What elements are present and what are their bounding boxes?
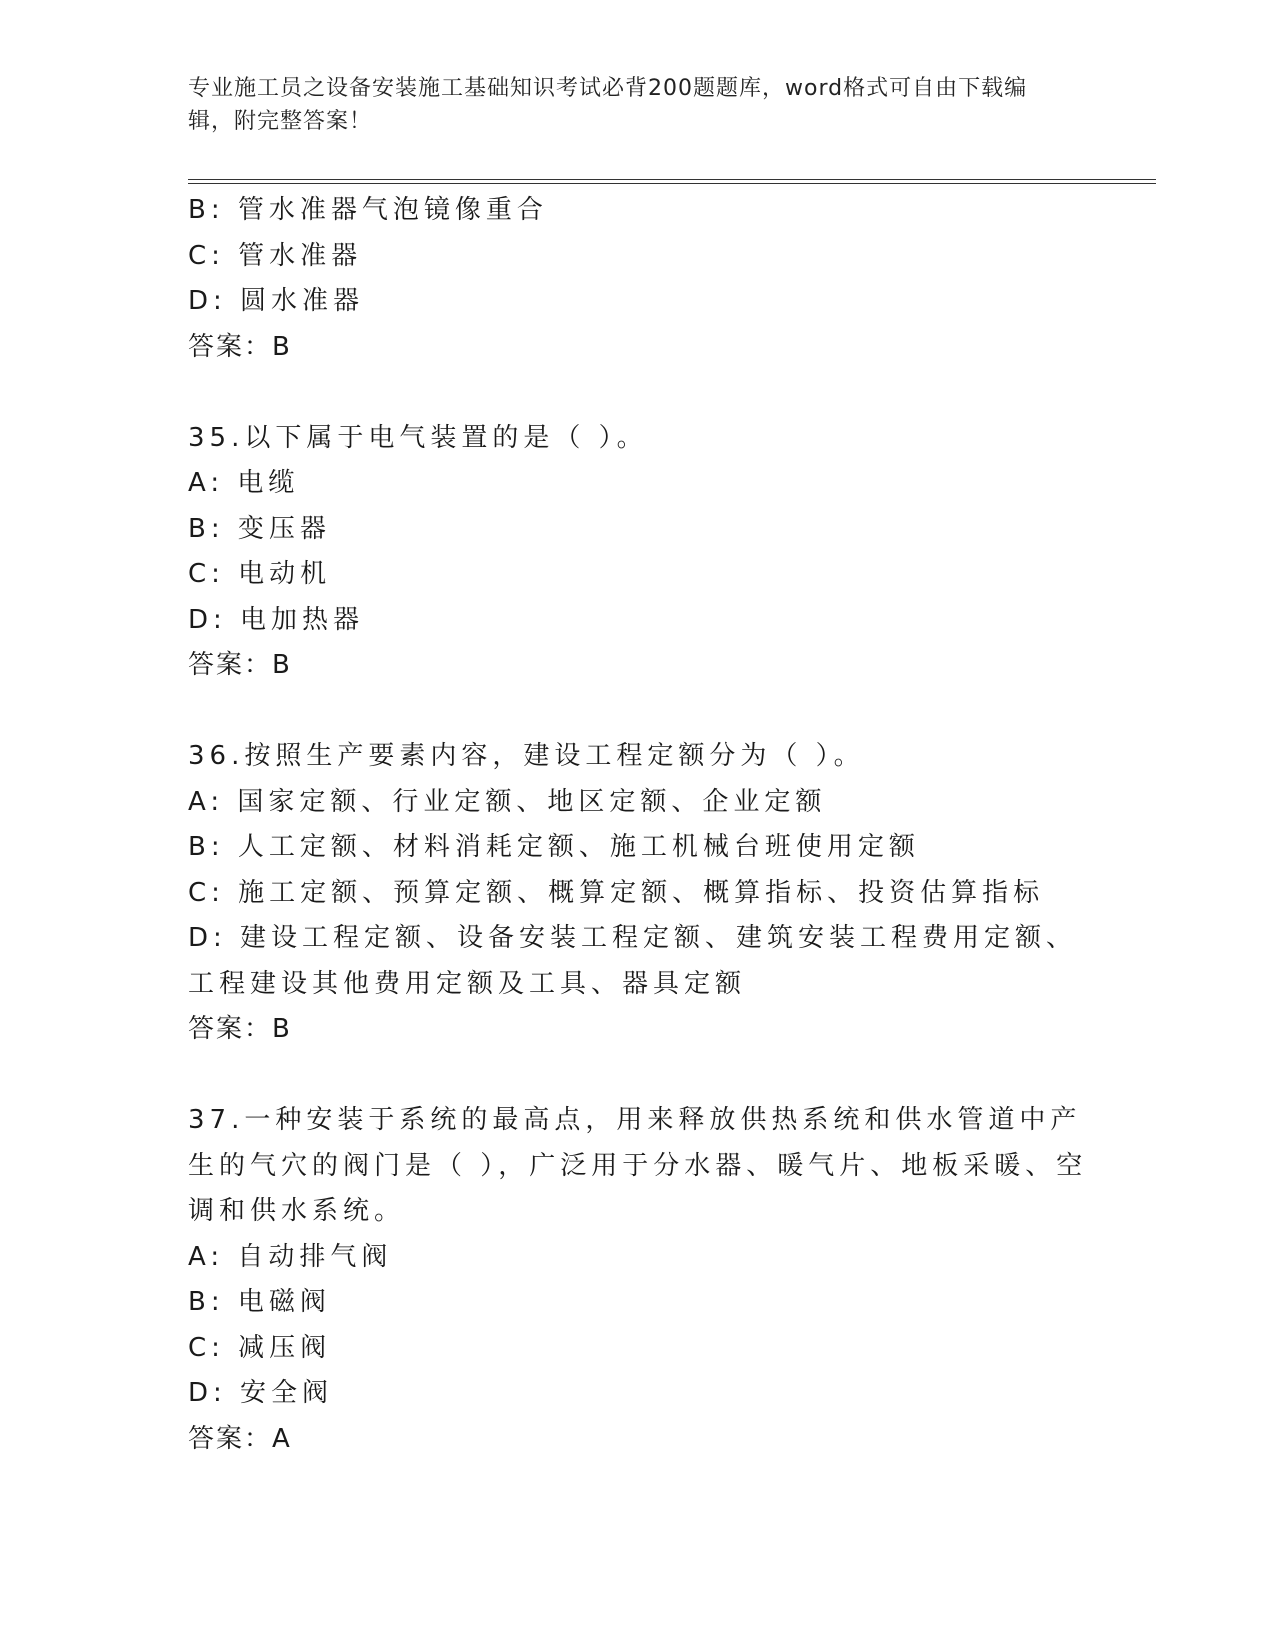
spacer <box>188 1053 1088 1099</box>
question-37 <box>188 1098 1088 1462</box>
question-list <box>188 188 1088 1462</box>
answer: 答案：A <box>188 1423 292 1454</box>
option-d: D: 电加热器 <box>188 604 365 635</box>
spacer <box>188 689 1088 735</box>
partial-question <box>188 188 1088 370</box>
answer: 答案：B <box>188 650 292 680</box>
option-c: C: 电动机 <box>188 559 332 589</box>
option-d: D: 建设工程定额、设备安装工程定额、建筑安装工程费用定额、工程建设其他费用定额及工具、器具定额 <box>188 923 1078 999</box>
option-b: B: 变压器 <box>188 513 331 544</box>
answer: 答案：B <box>188 331 292 362</box>
header-rule-top <box>188 179 1156 180</box>
header-rule-bottom <box>188 183 1156 184</box>
spacer <box>188 370 1088 416</box>
option-a: A: 电缆 <box>188 468 300 498</box>
answer: 答案：B <box>188 1014 292 1044</box>
question-stem: 36.按照生产要素内容，建设工程定额分为（ ）。 <box>188 741 865 771</box>
option-b: B: 管水准器气泡镜像重合 <box>188 195 548 225</box>
question-35 <box>188 416 1088 689</box>
option-c: C: 管水准器 <box>188 240 363 271</box>
option-b: B: 人工定额、材料消耗定额、施工机械台班使用定额 <box>188 832 920 862</box>
option-d: D: 安全阀 <box>188 1378 334 1408</box>
option-a: A: 国家定额、行业定额、地区定额、企业定额 <box>188 786 827 817</box>
question-stem: 35.以下属于电气装置的是（ ）。 <box>188 422 648 453</box>
option-c: C: 减压阀 <box>188 1332 332 1363</box>
option-a: A: 自动排气阀 <box>188 1241 393 1272</box>
option-b: B: 电磁阀 <box>188 1287 331 1317</box>
option-c: C: 施工定额、预算定额、概算定额、概算指标、投资估算指标 <box>188 877 1045 908</box>
option-d: D: 圆水准器 <box>188 286 365 316</box>
document-header: 专业施工员之设备安装施工基础知识考试必背200题题库，word格式可自由下载编辑，附完整答案！ <box>188 76 1028 134</box>
question-stem: 37.一种安装于系统的最高点，用来释放供热系统和供水管道中产生的气穴的阀门是（ ），广泛用于分水器、暖气片、地板采暖、空调和供水系统。 <box>188 1105 1088 1226</box>
question-36 <box>188 734 1088 1053</box>
